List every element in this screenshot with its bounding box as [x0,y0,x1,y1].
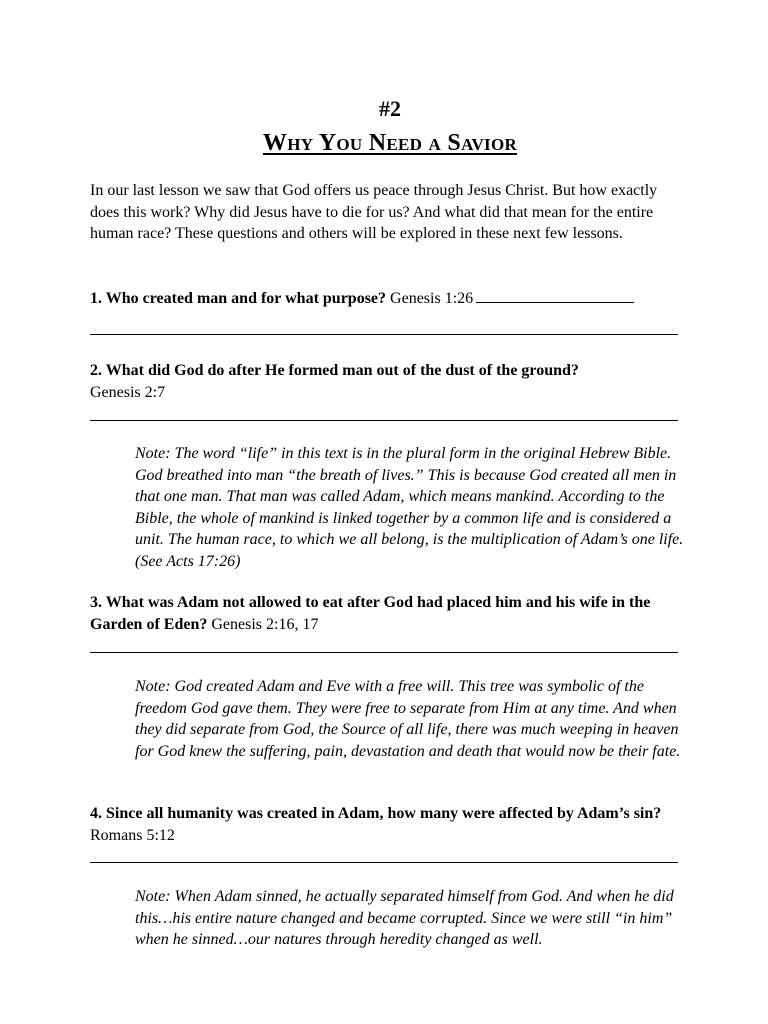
question-2-reference: Genesis 2:7 [90,383,166,401]
answer-line-4[interactable] [90,862,678,863]
lesson-title-text: Why You Need a Savior [262,130,518,156]
question-3 [90,592,690,635]
answer-line-1[interactable] [90,334,678,335]
note-3: Note: God created Adam and Eve with a free will. This tree was symbolic of the freedom God gave them. They were free to separate from Him at any time. And when they did separate from God, the Source of all life, there was much weeping in heaven for God knew the suffering, pain, devastation and death that would now be their fate. [135,678,681,760]
question-1 [90,288,690,310]
question-3-text: 3. What was Adam not allowed to eat after God had placed him and his wife in the Garden of Eden? [90,594,651,633]
question-3-reference: Genesis 2:16, 17 [211,615,319,633]
lesson-number: #2 [379,96,401,121]
lesson-title [90,128,690,158]
question-2-text: 2. What did God do after He formed man out of the dust of the ground? [90,362,579,379]
question-1-text: 1. Who created man and for what purpose? [90,290,387,307]
question-4 [90,803,690,846]
question-1-reference: Genesis 1:26 [390,290,474,307]
note-2: Note: The word “life” in this text is in the plural form in the original Hebrew Bible. God breathed into man “the breath of lives.” This is because God created all men in that one man. That man was called Adam, which means mankind. According to the Bible, the whole of mankind is linked together by a common life and is considered a unit. The human race, to which we all belong, is the multiplication of Adam’s one life. (See Acts 17:26) [135,445,684,570]
answer-line-3[interactable] [90,652,678,653]
question-4-text: 4. Since all humanity was created in Adam, how many were affected by Adam’s sin? [90,805,662,822]
question-4-reference: Romans 5:12 [90,826,175,844]
question-2 [90,360,690,403]
answer-blank-1a[interactable] [476,288,634,303]
answer-line-2[interactable] [90,420,678,421]
intro-paragraph: In our last lesson we saw that God offers us peace through Jesus Christ. But how exactly does this work? Why did Jesus have to die for us? And what did that mean for the entire human race? These questions and others will be explored in these next few lessons. [90,182,658,242]
note-4: Note: When Adam sinned, he actually separated himself from God. And when he did this…his entire nature changed and became corrupted. Since we were still “in him” when he sinned…our natures through heredity changed as well. [135,888,674,948]
